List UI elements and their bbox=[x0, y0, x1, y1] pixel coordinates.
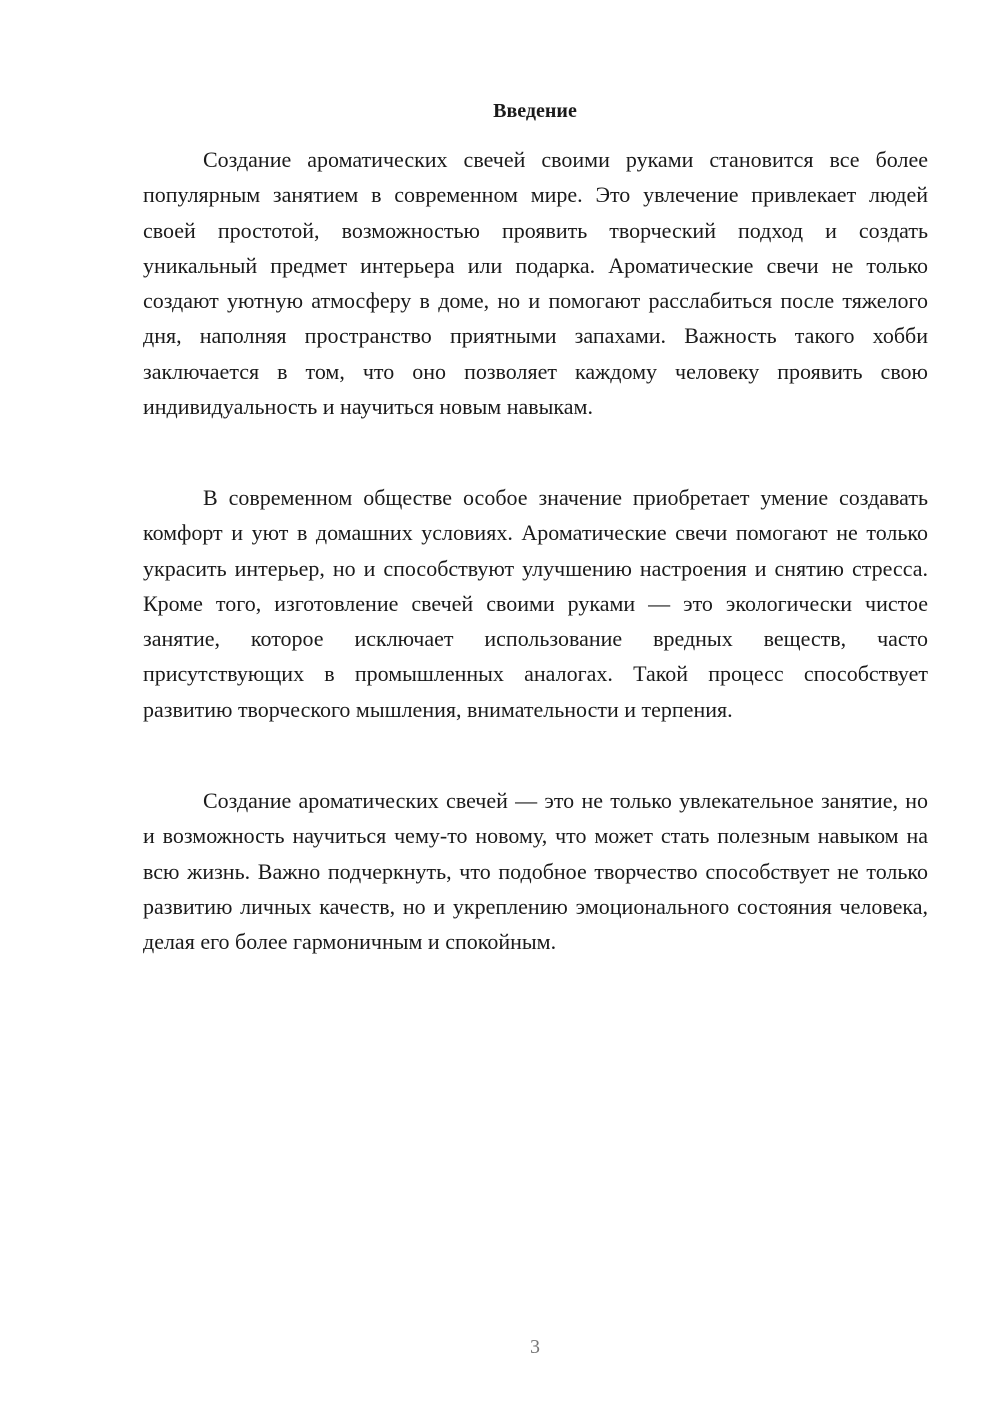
paragraph-1: Создание ароматических свечей своими руками становится все более популярным занятием в современном мире. Это увлечение привлекает людей своей простотой, возможностью проявить творческий подход и создать уникальный предмет интерьера или подарка. Ароматические свечи не только создают уютную атмосферу в доме, но и помогают расслабиться после тяжелого дня, наполняя пространство приятными запахами. Важность такого хобби заключается в том, что оно позволяет каждому человеку проявить свою индивидуальность и научиться новым навыкам. bbox=[143, 147, 928, 420]
page-number: 3 bbox=[530, 1336, 540, 1358]
page-title: Введение bbox=[493, 100, 577, 122]
paragraph-2: В современном обществе особое значение приобретает умение создавать комфорт и уют в домашних условиях. Ароматические свечи помогают не только украсить интерьер, но и способствуют улучшению настроения и снятию стресса. Кроме того, изготовление свечей своими руками — это экологически чистое занятие, которое исключает использование вредных веществ, часто присутствующих в промышленных аналогах. Такой процесс способствует развитию творческого мышления, внимательности и терпения. bbox=[143, 485, 928, 722]
paragraph-3: Создание ароматических свечей — это не только увлекательное занятие, но и возможность научиться чему-то новому, что может стать полезным навыком на всю жизнь. Важно подчеркнуть, что подобное творчество способствует не только развитию личных качеств, но и укреплению эмоционального состояния человека, делая его более гармоничным и спокойным. bbox=[143, 788, 928, 955]
